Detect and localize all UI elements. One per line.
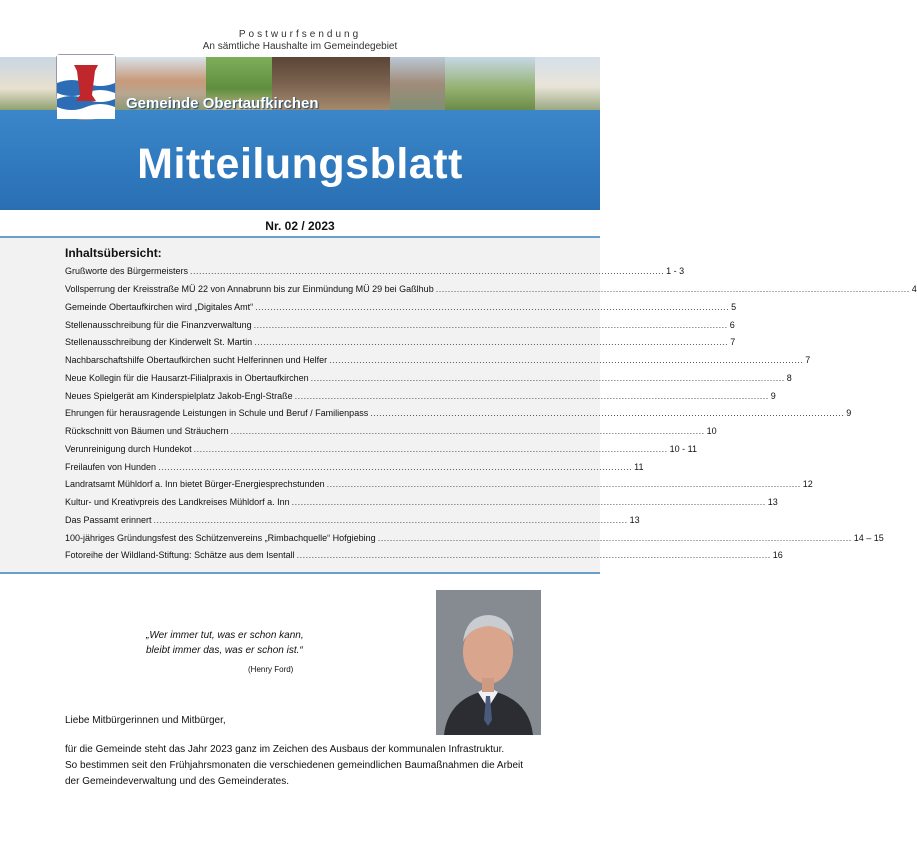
toc-leader: .............................................................................................................................................................. bbox=[435, 284, 910, 294]
issue-number: Nr. 02 / 2023 bbox=[265, 219, 335, 233]
toc-item[interactable] bbox=[65, 515, 640, 531]
toc-item-page: 9 bbox=[770, 391, 776, 401]
toc-item-page: 7 bbox=[805, 355, 811, 365]
toc-leader: .............................................................................................................................................................. bbox=[326, 479, 801, 489]
toc-leader: .............................................................................................................................................................. bbox=[190, 266, 665, 276]
toc-item-title: Vollsperrung der Kreisstraße MÜ 22 von Annabrunn bis zur Einmündung MÜ 29 bei Gaßlhub bbox=[65, 284, 434, 294]
toc-leader: .............................................................................................................................................................. bbox=[329, 355, 804, 365]
toc-item-title: Das Passamt erinnert bbox=[65, 515, 152, 525]
toc-leader: .............................................................................................................................................................. bbox=[254, 337, 729, 347]
toc-leader: .............................................................................................................................................................. bbox=[291, 497, 766, 507]
toc-item[interactable] bbox=[65, 391, 776, 407]
toc-item-page: 10 bbox=[706, 426, 717, 436]
toc-item-page: 7 bbox=[730, 337, 736, 347]
toc-item-title: Grußworte des Bürgermeisters bbox=[65, 266, 189, 276]
toc-leader: .............................................................................................................................................................. bbox=[158, 462, 633, 472]
letter-salutation: Liebe Mitbürgerinnen und Mitbürger, bbox=[65, 715, 226, 726]
toc-item[interactable] bbox=[65, 302, 737, 318]
page-title: Mitteilungsblatt bbox=[137, 140, 463, 188]
toc-item-title: Stellenausschreibung der Kinderwelt St. Martin bbox=[65, 337, 253, 347]
toc-item-page: 4 bbox=[911, 284, 917, 294]
toc-item-title: Landratsamt Mühldorf a. Inn bietet Bürger-Energiesprechstunden bbox=[65, 479, 325, 489]
chapel-photo bbox=[535, 57, 600, 110]
toc-item-title: Kultur- und Kreativpreis des Landkreises Mühldorf a. Inn bbox=[65, 497, 290, 507]
toc-item-page: 1 - 3 bbox=[666, 266, 685, 276]
toc-item-page: 10 - 11 bbox=[669, 444, 698, 454]
letter-paragraph-line: So bestimmen seit den Frühjahrsmonaten die verschiedenen gemeindlichen Baumaßnahmen die Arbeit bbox=[65, 760, 524, 771]
toc-item[interactable] bbox=[65, 266, 685, 282]
toc-item-title: 100-jähriges Gründungsfest des Schützenvereins „Rimbachquelle“ Hofgiebing bbox=[65, 533, 376, 543]
toc-item-title: Verunreinigung durch Hundekot bbox=[65, 444, 192, 454]
toc-item-title: Gemeinde Obertaufkirchen wird „Digitales Amt“ bbox=[65, 302, 254, 312]
letter-paragraph-line: für die Gemeinde steht das Jahr 2023 ganz im Zeichen des Ausbaus der kommunalen Infrastruktur. bbox=[65, 744, 505, 755]
toc-leader: .............................................................................................................................................................. bbox=[294, 391, 769, 401]
toc-leader: .............................................................................................................................................................. bbox=[370, 408, 845, 418]
quote-author: (Henry Ford) bbox=[248, 665, 294, 674]
toc-item-page: 9 bbox=[846, 408, 852, 418]
letter-paragraph-line: der Gemeindeverwaltung und des Gemeinderates. bbox=[65, 776, 290, 787]
toc-item-title: Neue Kollegin für die Hausarzt-Filialpraxis in Obertaufkirchen bbox=[65, 373, 309, 383]
toc-item-page: 14 – 15 bbox=[853, 533, 884, 543]
toc-leader: .............................................................................................................................................................. bbox=[377, 533, 852, 543]
quote-line-1: „Wer immer tut, was er schon kann, bbox=[146, 630, 304, 641]
toc-leader: .............................................................................................................................................................. bbox=[310, 373, 785, 383]
toc-item-page: 13 bbox=[629, 515, 640, 525]
toc-item-page: 5 bbox=[731, 302, 737, 312]
toc-item[interactable] bbox=[65, 355, 811, 371]
toc-item[interactable] bbox=[65, 533, 884, 549]
toc-item[interactable] bbox=[65, 373, 792, 389]
toc-item-title: Rückschnitt von Bäumen und Sträuchern bbox=[65, 426, 229, 436]
toc-item[interactable] bbox=[65, 284, 917, 300]
toc-item-title: Neues Spielgerät am Kinderspielplatz Jakob-Engl-Straße bbox=[65, 391, 293, 401]
toc-leader: .............................................................................................................................................................. bbox=[230, 426, 705, 436]
issue-bar bbox=[0, 211, 600, 238]
toc-item-page: 12 bbox=[802, 479, 813, 489]
church-photo bbox=[0, 57, 60, 110]
toc-item-page: 6 bbox=[729, 320, 735, 330]
toc-item-title: Ehrungen für herausragende Leistungen in Schule und Beruf / Familienpass bbox=[65, 408, 369, 418]
toc-item[interactable] bbox=[65, 320, 735, 336]
toc-heading: Inhaltsübersicht: bbox=[65, 246, 162, 260]
toc-leader: .............................................................................................................................................................. bbox=[255, 302, 730, 312]
municipal-crest bbox=[56, 54, 116, 120]
distribution-note: An sämtliche Haushalte im Gemeindegebiet bbox=[202, 41, 398, 52]
toc-item-page: 13 bbox=[767, 497, 778, 507]
school-photo bbox=[390, 57, 445, 110]
postwurfsendung-label: Postwurfsendung bbox=[238, 29, 362, 40]
toc-leader: .............................................................................................................................................................. bbox=[193, 444, 668, 454]
municipality-name: Gemeinde Obertaufkirchen bbox=[126, 95, 319, 112]
toc-item-page: 16 bbox=[772, 550, 783, 560]
toc-item-title: Freilaufen von Hunden bbox=[65, 462, 157, 472]
toc-item-page: 11 bbox=[634, 462, 644, 472]
toc-item[interactable] bbox=[65, 337, 736, 353]
toc-item[interactable] bbox=[65, 408, 852, 424]
toc-item[interactable] bbox=[65, 479, 813, 495]
toc-leader: .............................................................................................................................................................. bbox=[153, 515, 628, 525]
toc-item[interactable] bbox=[65, 444, 698, 460]
toc-item-title: Nachbarschaftshilfe Obertaufkirchen sucht Helferinnen und Helfer bbox=[65, 355, 328, 365]
toc-item[interactable] bbox=[65, 426, 717, 442]
toc-item[interactable] bbox=[65, 462, 644, 478]
crest-icon bbox=[57, 55, 115, 119]
toc-leader: .............................................................................................................................................................. bbox=[253, 320, 728, 330]
toc-item-title: Stellenausschreibung für die Finanzverwaltung bbox=[65, 320, 252, 330]
toc-item-title: Fotoreihe der Wildland-Stiftung: Schätze aus dem Isentall bbox=[65, 550, 295, 560]
toc-item[interactable] bbox=[65, 550, 783, 566]
toc-item-page: 8 bbox=[786, 373, 792, 383]
quote-line-2: bleibt immer das, was er schon ist.“ bbox=[146, 645, 303, 656]
quote bbox=[146, 628, 304, 658]
toc-item[interactable] bbox=[65, 497, 778, 513]
football-photo bbox=[445, 57, 535, 110]
toc-leader: .............................................................................................................................................................. bbox=[296, 550, 771, 560]
